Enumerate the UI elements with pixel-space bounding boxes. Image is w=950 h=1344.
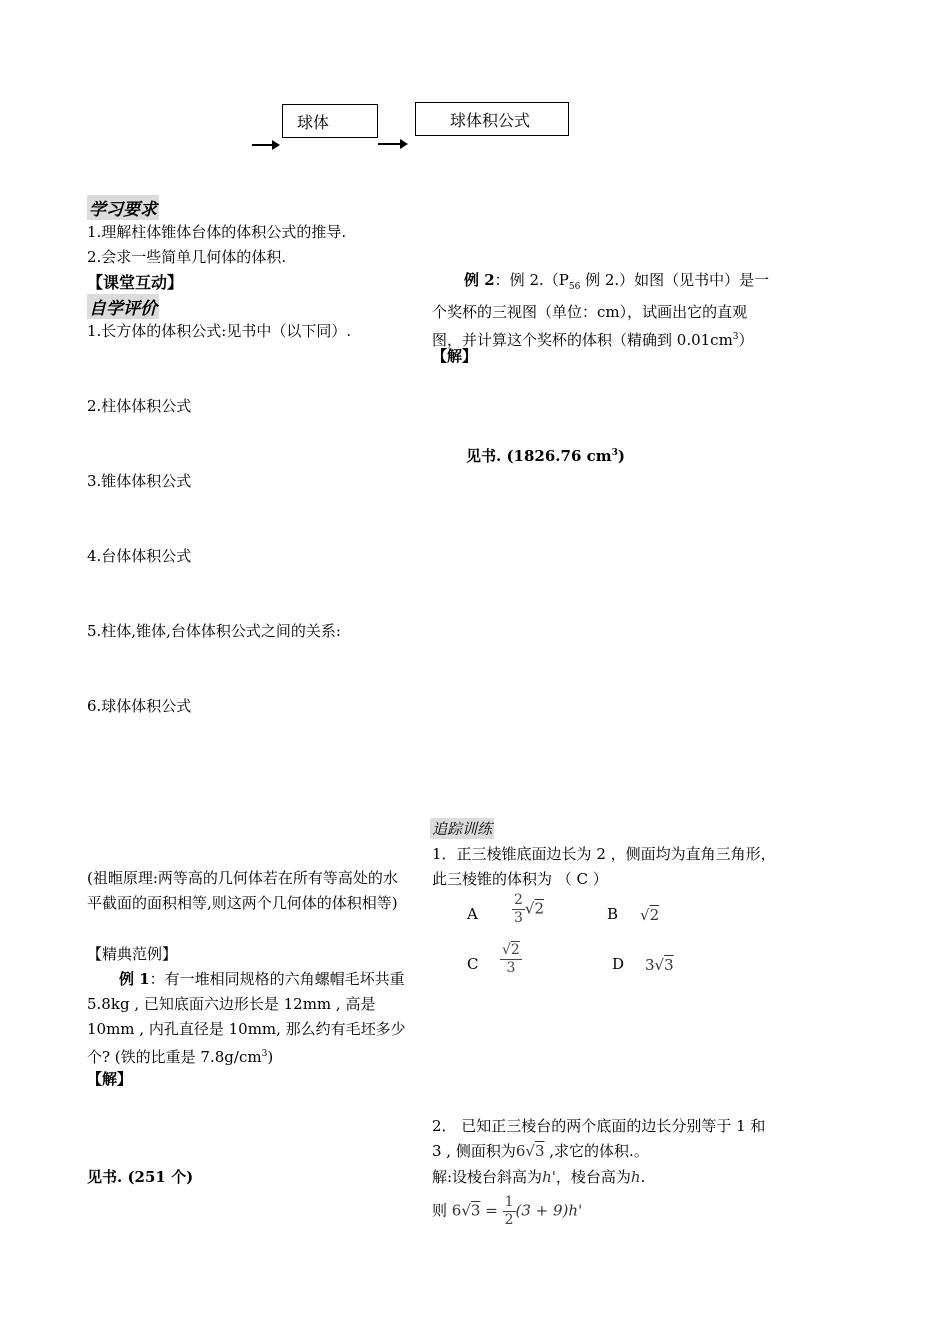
p2-coef: 6 [515, 1142, 526, 1160]
example-2-text-b: 例 2.）如图（见书中）是一个奖杯的三视图（单位：cm），试画出它的直观图，并计算这个奖杯的体积（精确到 0.01cm [432, 271, 770, 349]
tracking-problem-2-a: 2． 已知正三棱台的两个底面的边长分别等于 1 和 3 , 侧面积为 [432, 1117, 766, 1160]
diagram-box-sphere-volume [415, 102, 569, 136]
question-5: 5.柱体,锥体,台体体积公式之间的关系: [87, 622, 341, 640]
question-1: 1.长方体的体积公式:见书中（以下同）. [87, 322, 352, 340]
solve-2: 【解】 [432, 347, 478, 365]
zuxuan-principle: (祖暅原理:两等高的几何体若在所有等高处的水平截面的面积相等,则这两个几何体的体积相等) [87, 869, 398, 912]
option-a-label: A [467, 905, 478, 923]
option-d-label: D [612, 955, 625, 973]
example-2-label: 例 2 [464, 271, 495, 289]
example-1 [87, 967, 407, 1070]
option-b-value: √2 [640, 906, 660, 924]
answer-2-text: 见书. (1826.76 cm [466, 447, 612, 465]
diagram-box-sphere [282, 104, 378, 138]
example-1-sup: 3 [261, 1049, 268, 1059]
solution-c: . [640, 1168, 646, 1186]
question-2: 2.柱体体积公式 [87, 397, 192, 415]
solution-line [432, 1166, 645, 1187]
answer-2 [466, 445, 625, 466]
question-4: 4.台体体积公式 [87, 547, 192, 565]
diagram-arrow-2 [378, 143, 406, 145]
example-1-close: ) [267, 1048, 274, 1066]
example-2 [432, 268, 777, 353]
example-2-text-a: ：例 2.（P [494, 271, 569, 289]
tracking-problem-2: 2． 已知正三棱台的两个底面的边长分别等于 1 和 3 , 侧面积为6√3 ,求它的体积.。 [432, 1117, 766, 1160]
answer-1: 见书. (251 个) [87, 1168, 194, 1186]
option-b-rad: 2 [649, 906, 660, 924]
question-3: 3.锥体体积公式 [87, 472, 192, 490]
diagram-box-sphere-label: 球体 [297, 113, 330, 132]
option-c-label: C [467, 955, 479, 973]
option-a-num: 2 [514, 892, 523, 908]
tracking-heading: 追踪训练 [432, 820, 493, 838]
option-a-value: $\frac{2}{3}$ √2 [514, 892, 545, 926]
example-2-sup: 3 [732, 332, 739, 342]
equation-then: 则 [432, 1201, 448, 1220]
example-1-text: ：有一堆相同规格的六角螺帽毛坏共重 5.8kg , 已知底面六边形长是 12mm , 高是 10mm , 内孔直径是 10mm, 那么约有毛坯多少个? (铁的比重是 7.8g/cm [87, 970, 406, 1066]
example-1-label: 例 1 [119, 970, 150, 988]
p2-rad: 3 [534, 1142, 545, 1160]
diagram-arrow-1 [252, 144, 278, 146]
h-prime: h' [542, 1168, 556, 1186]
eq-num: 1 [504, 1194, 514, 1210]
solution-a: 解:设棱台斜高为 [432, 1168, 543, 1186]
diagram-box-sphere-volume-label: 球体积公式 [450, 111, 531, 130]
examples-heading: 【精典范例】 [87, 945, 178, 963]
requirement-item-1: 1.理解柱体锥体台体的体积公式的推导. [87, 223, 347, 241]
requirements-heading: 学习要求 [87, 195, 159, 220]
example-2-text-c: ） [738, 331, 754, 349]
example-2-sub: 56 [568, 282, 581, 292]
option-d-coef: 3 [645, 956, 655, 974]
question-6: 6.球体体积公式 [87, 697, 192, 715]
option-d-value: 3√3 [645, 956, 674, 974]
eq-lhs-rad: 3 [470, 1201, 481, 1220]
eq-rest: (3 + 9)h' [515, 1201, 583, 1220]
eq-lhs-coef: 6 [451, 1201, 462, 1220]
option-c-rad: 2 [510, 942, 520, 958]
tracking-problem-1: 1．正三棱锥底面边长为 2 ，侧面均为直角三角形，此三棱锥的体积为 （ C ） [432, 845, 776, 888]
self-eval-heading: 自学评价 [87, 294, 159, 319]
answer-2-close: ) [617, 447, 625, 465]
option-a-den: 3 [514, 910, 523, 926]
equation-line: 则 6√3 = $\frac{1}{2}$ (3 + 9)h' [432, 1194, 583, 1228]
option-a-rad: 2 [534, 899, 545, 918]
eq-den: 2 [504, 1212, 514, 1228]
solution-b: ，棱台高为 [555, 1168, 631, 1186]
option-c-den: 3 [506, 960, 516, 976]
h-symbol: h [630, 1168, 641, 1186]
solve-1: 【解】 [87, 1070, 133, 1088]
requirement-item-2: 2.会求一些简单几何体的体积. [87, 248, 287, 266]
classroom-heading: 【课堂互动】 [87, 273, 184, 292]
option-c-value: $\frac{√2}{3}$ [502, 942, 520, 976]
option-d-rad: 3 [664, 956, 674, 974]
option-b-label: B [607, 905, 619, 923]
eq-equals: = [485, 1201, 498, 1220]
tracking-problem-2-b: ,求它的体积.。 [544, 1142, 649, 1160]
answer-2-sup: 3 [611, 448, 618, 458]
